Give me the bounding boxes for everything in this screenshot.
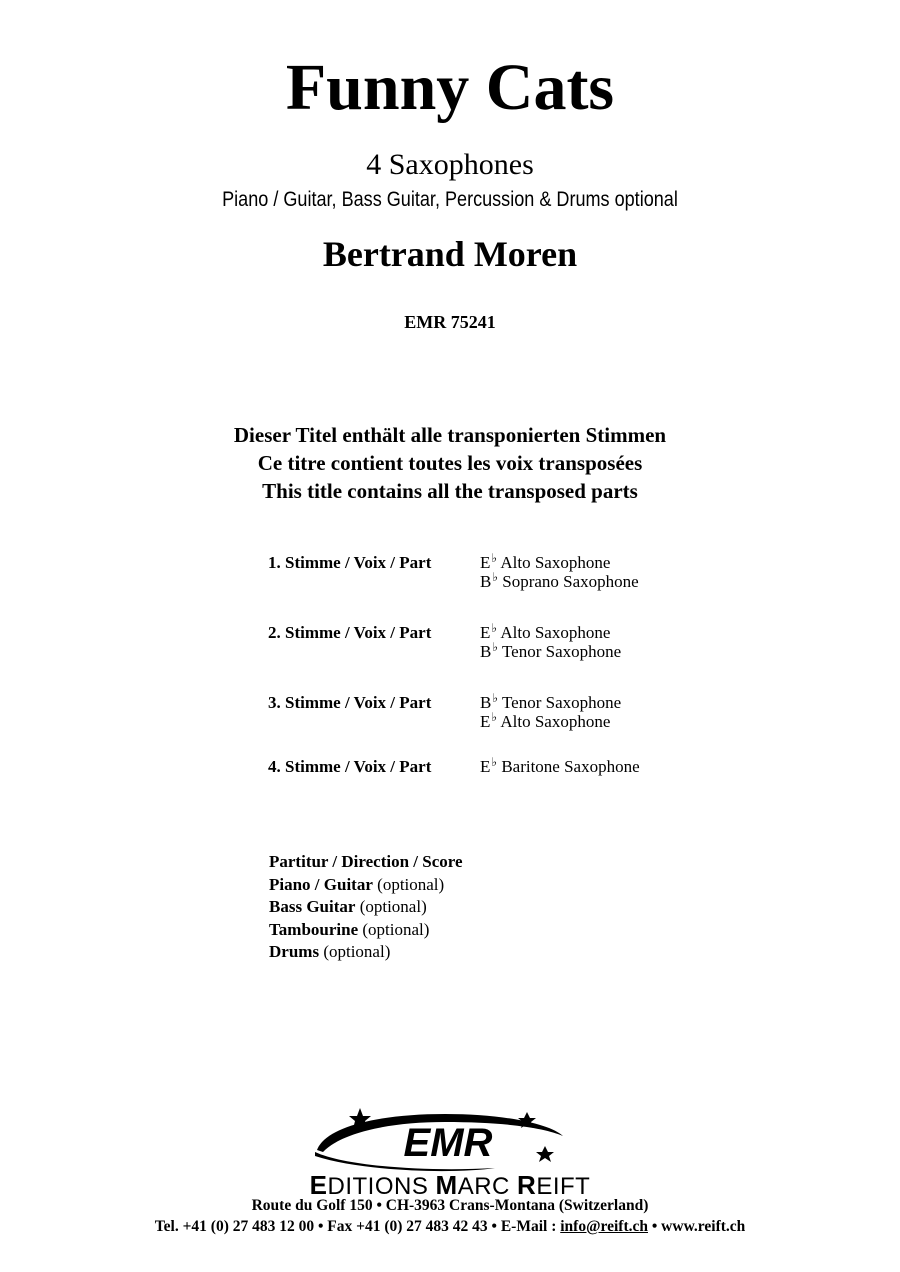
catalog-number: EMR 75241 [404, 312, 496, 332]
publisher-contact: Tel. +41 (0) 27 483 12 00 • Fax +41 (0) 27 483 42 43 • E-Mail : info@reift.ch • www.reift.ch [154, 1218, 746, 1235]
email-link[interactable]: info@reift.ch [560, 1218, 648, 1235]
part-instruments [480, 623, 621, 661]
part-instruments [480, 693, 621, 731]
instrument-line: E♭ Alto Saxophone [480, 621, 611, 642]
notice-german: Dieser Titel enthält alle transponierten Stimmen [233, 423, 667, 447]
logo-text: EMR [403, 1121, 493, 1165]
list-item: Piano / Guitar (optional) [269, 874, 445, 894]
list-item: Drums (optional) [269, 942, 391, 961]
page-title: Funny Cats [285, 51, 615, 124]
part-instruments [480, 553, 639, 591]
list-item: Tambourine (optional) [269, 919, 430, 939]
instrumentation-line: Piano / Guitar, Bass Guitar, Percussion & Drums optional [222, 188, 678, 211]
instrument-line: E♭ Alto Saxophone [480, 710, 611, 731]
flat-sign-icon: ♭ [492, 570, 499, 584]
instrument-line: B♭ Soprano Saxophone [480, 570, 639, 591]
flat-sign-icon: ♭ [491, 710, 498, 724]
emr-logo [305, 1106, 570, 1176]
flat-sign-icon: ♭ [492, 640, 499, 654]
part-label: 2. Stimme / Voix / Part [268, 623, 432, 642]
flat-sign-icon: ♭ [491, 621, 498, 635]
part-label: 4. Stimme / Voix / Part [268, 757, 432, 776]
transposed-parts-notice [0, 421, 900, 505]
instrument-line: B♭ Tenor Saxophone [480, 691, 622, 712]
part-label: 1. Stimme / Voix / Part [268, 553, 432, 572]
additional-parts-list [269, 851, 463, 964]
publisher-name: EDITIONS MARC REIFT [309, 1170, 591, 1200]
subtitle: 4 Saxophones [366, 148, 534, 181]
instrument-line: B♭ Tenor Saxophone [480, 640, 622, 661]
list-item: Bass Guitar (optional) [269, 897, 427, 916]
publisher-address: Route du Golf 150 • CH-3963 Crans-Montana (Switzerland) [251, 1197, 649, 1214]
part-instruments [480, 757, 640, 776]
notice-english: This title contains all the transposed parts [262, 479, 638, 503]
notice-french: Ce titre contient toutes les voix transposées [257, 451, 643, 475]
flat-sign-icon: ♭ [492, 691, 499, 705]
instrument-line: E♭ Baritone Saxophone [480, 755, 640, 776]
composer-name: Bertrand Moren [322, 234, 578, 274]
flat-sign-icon: ♭ [491, 551, 498, 565]
part-label: 3. Stimme / Voix / Part [268, 693, 432, 712]
flat-sign-icon: ♭ [491, 755, 498, 769]
instrument-line: E♭ Alto Saxophone [480, 551, 611, 572]
list-item: Partitur / Direction / Score [269, 852, 463, 871]
